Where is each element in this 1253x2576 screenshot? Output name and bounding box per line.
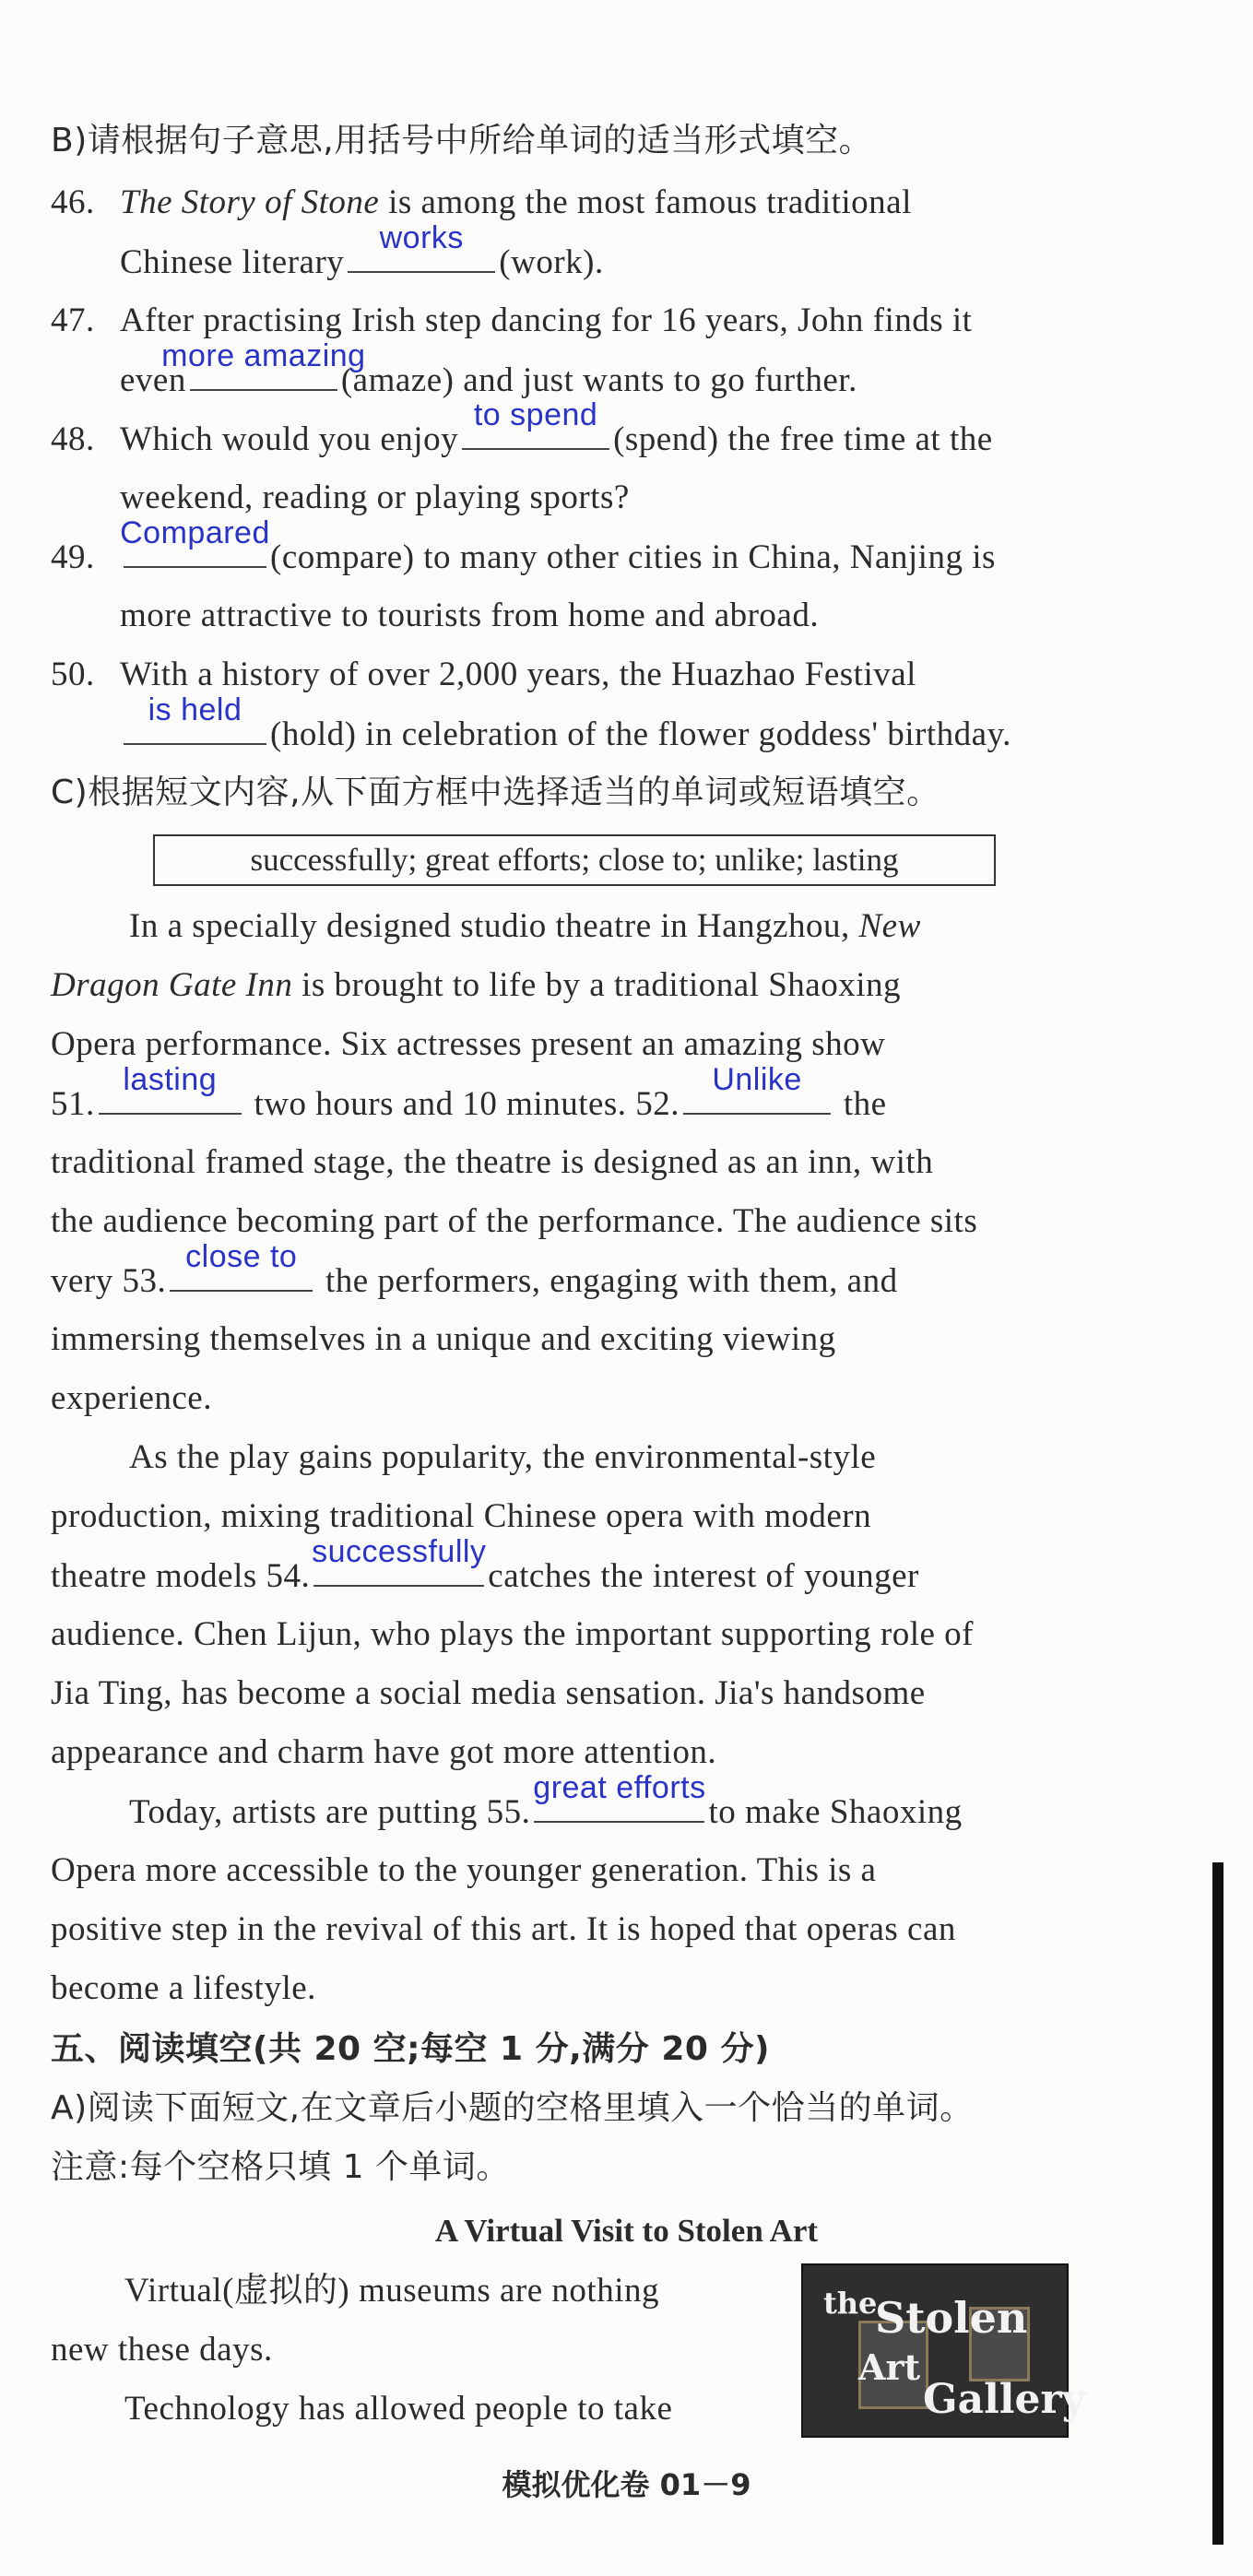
passage-text: theatre models 54. (51, 1557, 311, 1595)
question-50-line-2 (51, 692, 1162, 762)
article-line: Virtual(虚拟的) museums are nothing (124, 2272, 659, 2310)
question-48-line-2: weekend, reading or playing sports? (120, 479, 630, 516)
answer-blank-46[interactable] (348, 220, 495, 273)
article-line: Technology has allowed people to take (124, 2390, 673, 2428)
passage-c-line (51, 1062, 1093, 1132)
handwritten-answer: Unlike (712, 1062, 802, 1097)
passage-text: is brought to life by a traditional Shaoxing (292, 966, 902, 1004)
answer-blank-55[interactable] (533, 1770, 706, 1823)
question-49-line-2: more attractive to tourists from home and abroad. (120, 597, 820, 634)
passage-c-line: experience. (51, 1379, 212, 1417)
question-number: 47. (51, 301, 95, 339)
passage-text: the performers, engaging with them, and (325, 1262, 898, 1300)
passage-text: the (843, 1085, 887, 1123)
question-text: With a history of over 2,000 years, the Huazhao Festival (120, 656, 916, 693)
question-number: 49. (51, 538, 95, 576)
handwritten-answer: great efforts (533, 1770, 706, 1805)
handwritten-answer: to spend (473, 397, 598, 432)
question-text: (spend) the free time at the (613, 420, 993, 458)
passage-c-line (51, 1239, 1093, 1309)
passage-c-line: As the play gains popularity, the environmental-style (129, 1438, 877, 1476)
article-title: A Virtual Visit to Stolen Art (434, 2213, 819, 2249)
handwritten-answer: is held (148, 692, 242, 727)
question-number: 50. (51, 656, 95, 693)
question-text: (work). (499, 243, 604, 281)
answer-blank-47[interactable] (161, 338, 366, 391)
passage-text: catches the interest of younger (488, 1557, 919, 1595)
passage-c-line: Opera more accessible to the younger generation. This is a (51, 1851, 877, 1889)
question-number: 48. (51, 420, 95, 458)
answer-blank-49[interactable] (120, 515, 270, 568)
passage-text-italic: Dragon Gate Inn (51, 966, 293, 1004)
passage-c-line (51, 1534, 1093, 1604)
passage-c-line: audience. Chen Lijun, who plays the important supporting role of (51, 1615, 974, 1653)
answer-blank-52[interactable] (683, 1062, 831, 1115)
handwritten-answer: close to (185, 1239, 298, 1274)
section-5a-instruction: A)阅读下面短文,在文章后小题的空格里填入一个恰当的单词。 (51, 2089, 974, 2127)
stolen-art-gallery-image (801, 2263, 1086, 2438)
passage-c-line: positive step in the revival of this art. It is hoped that operas can (51, 1910, 956, 1948)
passage-c-line: appearance and charm have got more attention. (51, 1733, 717, 1771)
section-5a-note: 注意:每个空格只填 1 个单词。 (51, 2148, 510, 2186)
question-47-line-2 (51, 338, 1162, 408)
page-edge-shadow (1212, 1862, 1223, 2545)
book-title: The Story of Stone (120, 183, 380, 221)
passage-c-line: traditional framed stage, the theatre is designed as an inn, with (51, 1143, 934, 1181)
question-text: (hold) in celebration of the flower goddess' birthday. (270, 715, 1011, 753)
article-line: new these days. (51, 2331, 273, 2369)
passage-c-line (51, 958, 1093, 1013)
passage-text: Today, artists are putting 55. (129, 1793, 531, 1831)
section-c-instruction: C)根据短文内容,从下面方框中选择适当的单词或短语填空。 (51, 774, 940, 811)
passage-text: In a specially designed studio theatre in Hangzhou, (129, 907, 850, 945)
image-text: the (823, 2286, 878, 2321)
passage-c-line: production, mixing traditional Chinese opera with modern (51, 1497, 872, 1535)
answer-blank-51[interactable] (99, 1062, 242, 1115)
blank-number: 51. (51, 1085, 95, 1123)
passage-text: two hours and 10 minutes. 52. (254, 1085, 680, 1123)
question-48-line-1 (51, 397, 1093, 467)
question-text: even (120, 361, 186, 399)
handwritten-answer: lasting (123, 1062, 218, 1097)
question-46-line-2 (51, 220, 1162, 290)
question-number: 46. (51, 183, 95, 221)
answer-blank-53[interactable] (170, 1239, 313, 1292)
passage-c-line (51, 899, 1171, 954)
passage-text: to make Shaoxing (708, 1793, 963, 1831)
passage-text: very 53. (51, 1262, 167, 1300)
answer-blank-48[interactable] (462, 397, 609, 450)
handwritten-answer: Compared (120, 515, 270, 550)
passage-c-line: become a lifestyle. (51, 1969, 316, 2007)
passage-c-line: immersing themselves in a unique and exciting viewing (51, 1320, 836, 1358)
handwritten-answer: successfully (312, 1534, 487, 1569)
word-box: successfully; great efforts; close to; unlike; lasting (153, 834, 996, 886)
page-footer: 模拟优化卷 01－9 (502, 2467, 751, 2502)
answer-blank-54[interactable] (312, 1534, 487, 1587)
question-text: is among the most famous traditional (379, 183, 912, 221)
image-text: Art (858, 2346, 921, 2388)
section-b-instruction: B)请根据句子意思,用括号中所给单词的适当形式填空。 (51, 122, 873, 160)
passage-text-italic: New (858, 907, 921, 945)
passage-c-line: Jia Ting, has become a social media sensation. Jia's handsome (51, 1674, 926, 1712)
question-text: After practising Irish step dancing for 16 years, John finds it (120, 301, 973, 339)
question-text: Which would you enjoy (120, 420, 459, 458)
passage-c-line (51, 1770, 1171, 1840)
question-text: Chinese literary (120, 243, 345, 281)
question-text: (amaze) and just wants to go further. (340, 361, 857, 399)
question-text: (compare) to many other cities in China, Nanjing is (270, 538, 996, 576)
answer-blank-50[interactable] (124, 692, 266, 745)
question-46-line-1 (51, 175, 1093, 230)
image-text: Gallery (923, 2376, 1086, 2423)
passage-c-line: the audience becoming part of the performance. The audience sits (51, 1202, 978, 1240)
image-text: Stolen (875, 2293, 1028, 2343)
passage-c-line: Opera performance. Six actresses present an amazing show (51, 1025, 886, 1063)
handwritten-answer: works (379, 220, 464, 255)
section-5-heading: 五、阅读填空(共 20 空;每空 1 分,满分 20 分) (51, 2030, 770, 2068)
handwritten-answer: more amazing (161, 338, 366, 373)
question-49-line-1 (51, 515, 1093, 585)
